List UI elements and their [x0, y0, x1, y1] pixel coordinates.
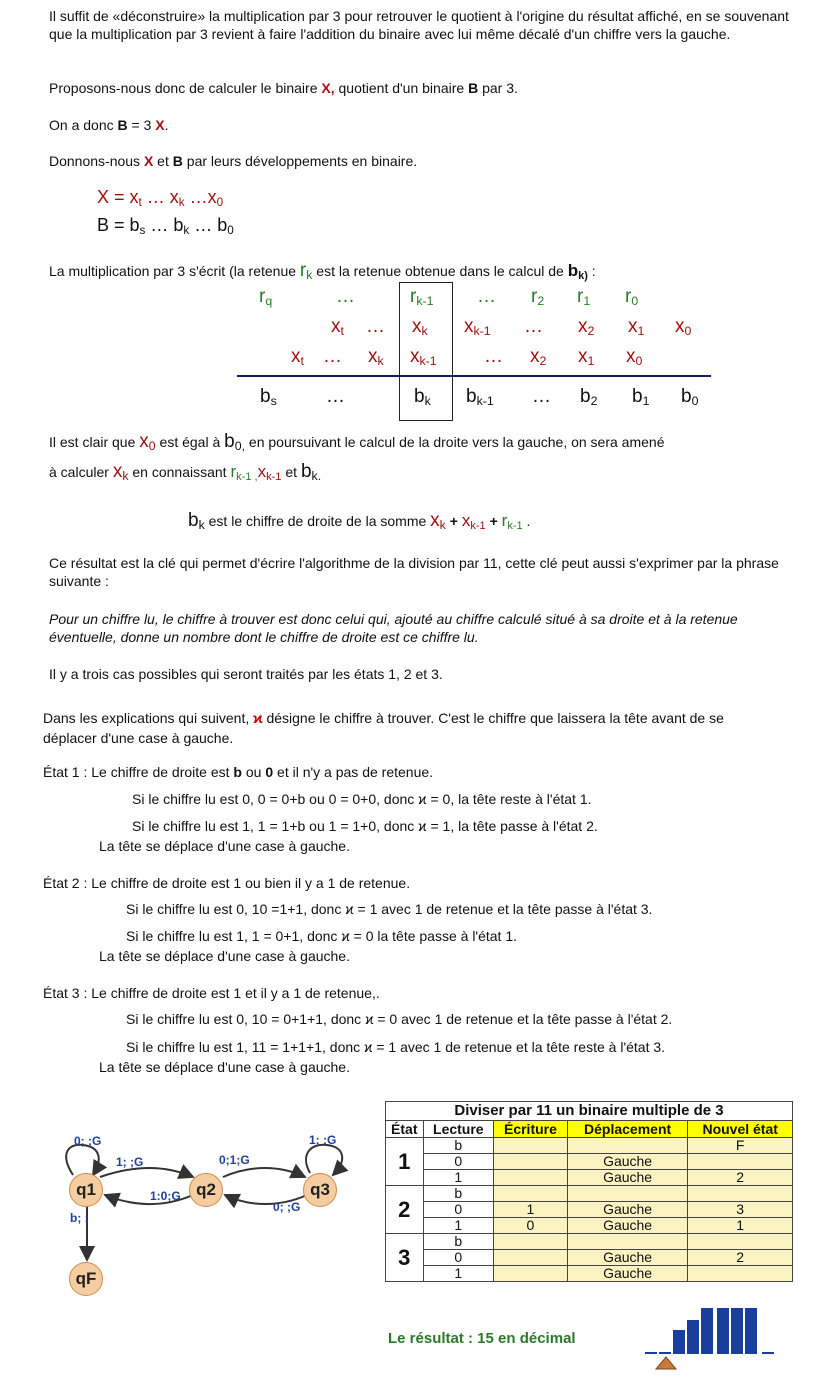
deplacement-cell: Gauche: [567, 1202, 688, 1218]
lecture-cell: b: [423, 1186, 494, 1202]
header-ecriture: Écriture: [494, 1121, 568, 1138]
intro-paragraph-4: Donnons-nous X et B par leurs développements en binaire.: [49, 153, 418, 169]
label-q2-q3: 0;1;G: [219, 1153, 250, 1167]
etat1-heading: État 1 : Le chiffre de droite est b ou 0 et il n'y a pas de retenue.: [43, 764, 434, 780]
nouvel-etat-cell: [688, 1186, 793, 1202]
table-row: [386, 1250, 793, 1266]
table-row: [386, 1202, 793, 1218]
etat1-line2: Si le chiffre lu est 1, 1 = 1+b ou 1 = 1+0, donc ϰ = 1, la tête passe à l'état 2.: [132, 818, 598, 834]
node-q2: q2: [189, 1173, 223, 1207]
intro-paragraph-2: Proposons-nous donc de calculer le binaire X, quotient d'un binaire B par 3.: [49, 80, 518, 96]
b-development: $B = b_s$ … $b_k$ … $b_0$: [97, 215, 234, 237]
table-row: [386, 1186, 793, 1202]
ecriture-cell: [494, 1250, 568, 1266]
tape-head-icon: [655, 1356, 677, 1370]
ecriture-cell: [494, 1170, 568, 1186]
header-etat: État: [386, 1121, 424, 1138]
lecture-cell: b: [423, 1138, 494, 1154]
node-q1: q1: [69, 1173, 103, 1207]
ecriture-cell: [494, 1266, 568, 1282]
table-row: [386, 1266, 793, 1282]
ecriture-cell: [494, 1154, 568, 1170]
deplacement-cell: Gauche: [567, 1154, 688, 1170]
label-q3-q2: 0; ;G: [273, 1200, 301, 1214]
state-cell: 3: [386, 1234, 424, 1282]
label-q1-qF: b; ;: [70, 1211, 89, 1225]
edge-q2-q3: [223, 1168, 305, 1177]
clair-line-2: à calculer $x_k$ en connaissant $r_{k-1 ,}x_{k-1}$ et $b_{k.}$: [49, 461, 322, 483]
edge-q1-loop: [66, 1145, 98, 1175]
lecture-cell: 0: [423, 1154, 494, 1170]
etat3-heading: État 3 : Le chiffre de droite est 1 et il y a 1 de retenue,.: [43, 985, 380, 1001]
deplacement-cell: Gauche: [567, 1218, 688, 1234]
lecture-cell: 1: [423, 1218, 494, 1234]
state-cell: 2: [386, 1186, 424, 1234]
intro-paragraph-3: On a donc B = 3 X.: [49, 117, 169, 133]
cases-paragraph: Il y a trois cas possibles qui seront traités par les états 1, 2 et 3.: [49, 666, 443, 682]
table-row: [386, 1234, 793, 1250]
cle-paragraph: Ce résultat est la clé qui permet d'écrire l'algorithme de la division par 11, cette clé peut aussi s'exprimer par la phrase suivante :: [49, 555, 779, 589]
node-qF: qF: [69, 1262, 103, 1296]
transition-table: [385, 1101, 793, 1282]
state-cell: 1: [386, 1138, 424, 1186]
header-deplacement: Déplacement: [567, 1121, 688, 1138]
deplacement-cell: [567, 1186, 688, 1202]
edge-q1-q2: [100, 1168, 193, 1177]
deplacement-cell: Gauche: [567, 1170, 688, 1186]
nouvel-etat-cell: F: [688, 1138, 793, 1154]
header-nouvel-etat: Nouvel état: [688, 1121, 793, 1138]
nouvel-etat-cell: [688, 1234, 793, 1250]
lecture-cell: 1: [423, 1266, 494, 1282]
nouvel-etat-cell: [688, 1266, 793, 1282]
label-q2-q1: 1:0;G: [150, 1189, 181, 1203]
nouvel-etat-cell: 1: [688, 1218, 793, 1234]
nouvel-etat-cell: 2: [688, 1170, 793, 1186]
x-development: $X = x_t$ … $x_k$ $\dots x_0$: [97, 187, 224, 209]
table-row: [386, 1218, 793, 1234]
explain-paragraph: Dans les explications qui suivent, ϰ désigne le chiffre à trouver. C'est le chiffre que laissera la tête avant de se déplacer d'une case à gauche.: [43, 710, 724, 746]
nouvel-etat-cell: 2: [688, 1250, 793, 1266]
table-row: [386, 1138, 793, 1154]
label-q3-loop: 1; ;G: [309, 1133, 337, 1147]
ecriture-cell: 1: [494, 1202, 568, 1218]
etat3-line2: Si le chiffre lu est 1, 11 = 1+1+1, donc ϰ = 1 avec 1 de retenue et la tête reste à l'état 3.: [126, 1039, 666, 1055]
deplacement-cell: Gauche: [567, 1250, 688, 1266]
lecture-cell: b: [423, 1234, 494, 1250]
result-text: Le résultat : 15 en décimal: [388, 1330, 576, 1347]
ecriture-cell: [494, 1138, 568, 1154]
etat2-line2: Si le chiffre lu est 1, 1 = 0+1, donc ϰ = 0 la tête passe à l'état 1.: [126, 928, 518, 944]
lecture-cell: 0: [423, 1250, 494, 1266]
edge-q3-loop: [306, 1145, 342, 1175]
etat2-move: La tête se déplace d'une case à gauche.: [99, 948, 350, 964]
table-title: Diviser par 11 un binaire multiple de 3: [386, 1102, 793, 1121]
mult-intro: La multiplication par 3 s'écrit (la retenue $r_k$ est la retenue obtenue dans le calcul de $b_{k)}$ :: [49, 260, 596, 282]
etat2-line1: Si le chiffre lu est 0, 10 =1+1, donc ϰ = 1 avec 1 de retenue et la tête passe à l'état 3.: [126, 901, 653, 917]
deplacement-cell: [567, 1138, 688, 1154]
etat3-line1: Si le chiffre lu est 0, 10 = 0+1+1, donc ϰ = 0 avec 1 de retenue et la tête passe à l'état 2.: [126, 1011, 673, 1027]
nouvel-etat-cell: [688, 1154, 793, 1170]
lecture-cell: 0: [423, 1202, 494, 1218]
header-lecture: Lecture: [423, 1121, 494, 1138]
ecriture-cell: [494, 1234, 568, 1250]
etat1-move: La tête se déplace d'une case à gauche.: [99, 838, 350, 854]
node-q3: q3: [303, 1173, 337, 1207]
label-q1-q2: 1; ;G: [116, 1155, 144, 1169]
etat2-heading: État 2 : Le chiffre de droite est 1 ou bien il y a 1 de retenue.: [43, 875, 411, 891]
ecriture-cell: 0: [494, 1218, 568, 1234]
deplacement-cell: Gauche: [567, 1266, 688, 1282]
lecture-cell: 1: [423, 1170, 494, 1186]
nouvel-etat-cell: 3: [688, 1202, 793, 1218]
table-row: [386, 1154, 793, 1170]
deplacement-cell: [567, 1234, 688, 1250]
etat3-move: La tête se déplace d'une case à gauche.: [99, 1059, 350, 1075]
label-q1-loop: 0; ;G: [74, 1134, 102, 1148]
cle-italic: Pour un chiffre lu, le chiffre à trouver est donc celui qui, ajouté au chiffre calculé situé à sa droite et à la retenue éventuelle, donne un nombre dont le chiffre de droite est ce chiffre lu.: [49, 611, 738, 645]
clair-line-1: Il est clair que $x_0$ est égal à $b_{0,}$ en poursuivant le calcul de la droite vers la gauche, on sera amené: [49, 431, 665, 453]
table-row: [386, 1170, 793, 1186]
sum-statement: $b_k$ est le chiffre de droite de la somme $x_k + x_{k-1} + r_{k-1}$ .: [188, 510, 531, 532]
intro-paragraph-1: Il suffit de «déconstruire» la multiplication par 3 pour retrouver le quotient à l'origine du résultat affiché, en se souvenant que la multiplication par 3 revient à faire l'addition du binaire avec lui même décalé d'un chiffre vers la gauche.: [49, 8, 789, 42]
ecriture-cell: [494, 1186, 568, 1202]
etat1-line1: Si le chiffre lu est 0, 0 = 0+b ou 0 = 0+0, donc ϰ = 0, la tête reste à l'état 1.: [132, 791, 592, 807]
